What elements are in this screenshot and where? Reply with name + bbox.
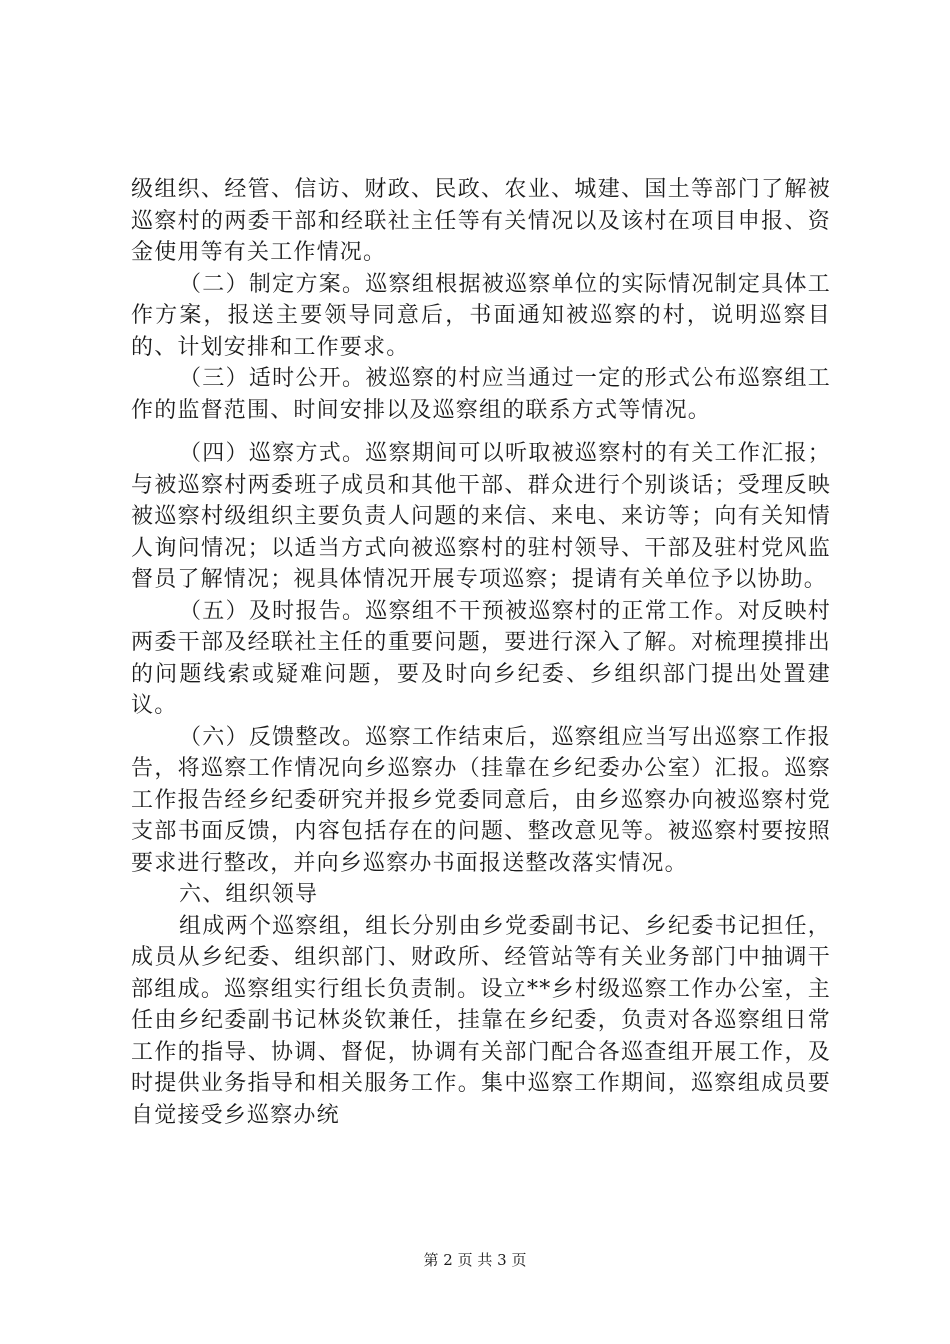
paragraph-make-plan: （二）制定方案。巡察组根据被巡察单位的实际情况制定具体工作方案，报送主要领导同意后，书面通知被巡察的村，说明巡察目的、计划安排和工作要求。	[131, 271, 831, 360]
section-heading-organization: 六、组织领导	[179, 882, 319, 907]
page-number-footer: 第 2 页 共 3 页	[423, 1251, 527, 1269]
paragraph-feedback-rectification: （六）反馈整改。巡察工作结束后，巡察组应当写出巡察工作报告，将巡察工作情况向乡巡察办（挂靠在乡纪委办公室）汇报。巡察工作报告经乡纪委研究并报乡党委同意后，由乡巡察办向被巡察村党支部书面反馈，内容包括存在的问题、整改意见等。被巡察村要按照要求进行整改，并向乡巡察办书面报送整改落实情况。	[131, 724, 831, 876]
paragraph-inspection-method: （四）巡察方式。巡察期间可以听取被巡察村的有关工作汇报；与被巡察村两委班子成员和其他干部、群众进行个别谈话；受理反映被巡察村级组织主要负责人问题的来信、来电、来访等；向有关知情人询问情况；以适当方式向被巡察村的驻村领导、干部及驻村党风监督员了解情况；视具体情况开展专项巡察；提请有关单位予以协助。	[131, 441, 831, 592]
paragraph-timely-report: （五）及时报告。巡察组不干预被巡察村的正常工作。对反映村两委干部及经联社主任的重要问题，要进行深入了解。对梳理摸排出的问题线索或疑难问题，要及时向乡纪委、乡组织部门提出处置建议。	[131, 598, 831, 718]
paragraph-organization-leadership: 组成两个巡察组，组长分别由乡党委副书记、乡纪委书记担任，成员从乡纪委、组织部门、财政所、经管站等有关业务部门中抽调干部组成。巡察组实行组长负责制。设立**乡村级巡察工作办公室，主任由乡纪委副书记林炎钦兼任，挂靠在乡纪委，负责对各巡察组日常工作的指导、协调、督促，协调有关部门配合各巡查组开展工作，及时提供业务指导和相关服务工作。集中巡察工作期间，巡察组成员要自觉接受乡巡察办统	[131, 913, 831, 1128]
document-body	[131, 174, 831, 1131]
paragraph-timely-disclosure: （三）适时公开。被巡察的村应当通过一定的形式公布巡察组工作的监督范围、时间安排以及巡察组的联系方式等情况。	[131, 366, 831, 423]
paragraph-continuation: 级组织、经管、信访、财政、民政、农业、城建、国土等部门了解被巡察村的两委干部和经联社主任等有关情况以及该村在项目申报、资金使用等有关工作情况。	[131, 177, 831, 265]
